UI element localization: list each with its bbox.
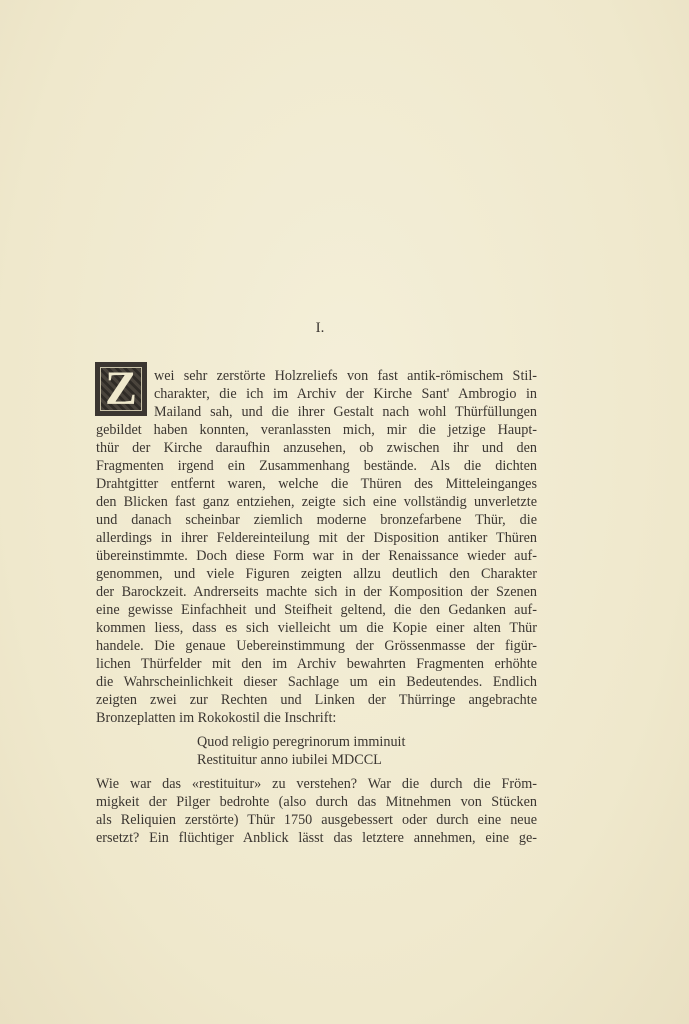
inscription-line: Quod religio peregrinorum imminuit — [197, 734, 406, 750]
text-line: übereinstimmte. Doch diese Form war in der Renaissance wieder auf- — [96, 548, 537, 564]
text-line: Wie war das «restituitur» zu verstehen? War die durch die Fröm- — [96, 776, 537, 792]
text-line: migkeit der Pilger bedrohte (also durch das Mitnehmen von Stücken — [96, 794, 537, 810]
text-line: gebildet haben konnten, veranlassten mich, mir die jetzige Haupt- — [96, 422, 537, 438]
text-line: allerdings in ihrer Feldereinteilung mit der Disposition antiker Thüren — [96, 530, 537, 546]
text-line: thür der Kirche daraufhin anzusehen, ob zwischen ihr und den — [96, 440, 537, 456]
text-line: eine gewisse Einfachheit und Steifheit geltend, die den Gedanken auf- — [96, 602, 537, 618]
text-line: handele. Die genaue Uebereinstimmung der Grössenmasse der figür- — [96, 638, 537, 654]
ornamental-initial — [95, 362, 147, 416]
text-line: kommen liess, dass es sich vielleicht um die Kopie einer alten Thür — [96, 620, 537, 636]
text-line: Drahtgitter entfernt waren, welche die Thüren des Mitteleinganges — [96, 476, 537, 492]
inscription-line: Restituitur anno iubilei MDCCL — [197, 752, 382, 768]
text-line: lichen Thürfelder mit den im Archiv bewahrten Fragmenten erhöhte — [96, 656, 537, 672]
text-line: Bronzeplatten im Rokokostil die Inschrift: — [96, 710, 337, 726]
dropcap-letter: Z — [104, 362, 137, 415]
text-line: ersetzt? Ein flüchtiger Anblick lässt das letztere annehmen, eine ge- — [96, 830, 537, 846]
text-line: den Blicken fast ganz entziehen, zeigte sich eine vollständig unverletzte — [96, 494, 537, 510]
text-line: und danach scheinbar ziemlich moderne bronzefarbene Thür, die — [96, 512, 537, 528]
text-line: zeigten zwei zur Rechten und Linken der Thürringe angebrachte — [96, 692, 537, 708]
chapter-heading: I. — [315, 320, 325, 336]
text-line: als Reliquien zerstörte) Thür 1750 ausgebessert oder durch eine neue — [96, 812, 537, 828]
text-line: Mailand sah, und die ihrer Gestalt nach wohl Thürfüllungen — [154, 404, 537, 420]
text-line: wei sehr zerstörte Holzreliefs von fast antik-römischem Stil- — [154, 368, 537, 384]
text-line: Fragmenten irgend ein Zusammenhang bestände. Als die dichten — [96, 458, 537, 474]
text-line: genommen, und viele Figuren zeigten allzu deutlich den Charakter — [96, 566, 537, 582]
text-line: charakter, die ich im Archiv der Kirche Sant' Ambrogio in — [154, 386, 537, 402]
text-line: der Barockzeit. Andrerseits machte sich in der Komposition der Szenen — [96, 584, 537, 600]
text-line: die Wahrscheinlichkeit dieser Sachlage um ein Bedeutendes. Endlich — [96, 674, 537, 690]
